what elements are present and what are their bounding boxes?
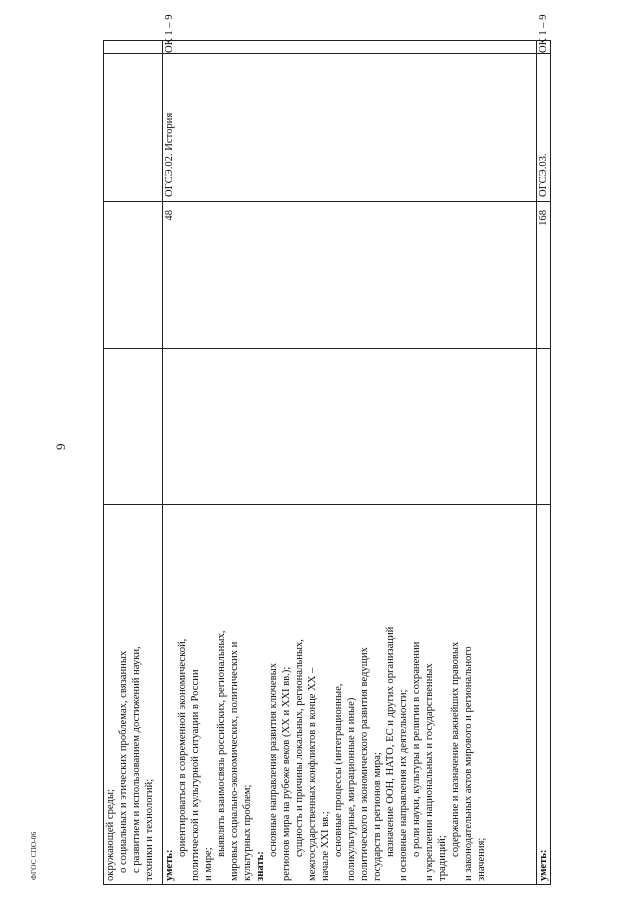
text-line: техники и технологий;: [144, 778, 155, 881]
discipline-code-cell: [104, 54, 162, 202]
text-line: с развитием и использованием достижений науки,: [131, 646, 142, 873]
text-line: традиций;: [437, 835, 448, 881]
text-line: ориентироваться в современной экономической,: [177, 638, 188, 857]
umet-label: уметь:: [164, 849, 175, 881]
text-line: назначение ООН, НАТО, ЕС и других организаций: [385, 626, 396, 857]
competencies-value: ОК 1 – 9: [164, 14, 175, 53]
competencies-cell: [104, 39, 162, 54]
text-line: и мире;: [203, 847, 214, 881]
empty-cell: [537, 349, 550, 505]
hours-value: 168: [538, 210, 549, 226]
text-line: основные направления развития ключевых: [268, 662, 279, 857]
text-line: начале XXI вв.;: [320, 811, 331, 881]
text-line: политического и экономического развития ведущих: [359, 647, 370, 881]
table-row-next-discipline: [537, 14, 550, 884]
text-line: государств и регионов мира;: [372, 752, 383, 881]
hours-cell: [163, 202, 536, 349]
text-line: культурных проблем;: [242, 784, 253, 881]
text-line: основные процессы (интеграционные,: [333, 683, 344, 857]
text-line: о роли науки, культуры и религии в сохранении: [411, 641, 422, 857]
table-row-continuation: [104, 41, 163, 884]
text-line: мировых социально-экономических, политических и: [229, 641, 240, 881]
text-line: окружающей среды;: [105, 789, 116, 881]
text-line: значения;: [476, 837, 487, 881]
znat-label: знать:: [255, 851, 266, 881]
text-line: межгосударственных конфликтов в конце XX –: [307, 667, 318, 881]
discipline-code-cell: [163, 54, 536, 202]
text-line: и законодательных актов мирового и регионального: [463, 646, 474, 881]
table-row-history: [163, 14, 537, 884]
text-line: выявлять взаимосвязь российских, региональных,: [216, 630, 227, 857]
text-line: и основные направления их деятельности;: [398, 689, 409, 881]
umet-label: уметь:: [538, 849, 549, 881]
competencies-cell: [537, 14, 550, 54]
hours-cell: [104, 202, 162, 349]
competencies-cell: [163, 14, 536, 54]
text-line: сущность и причины локальных, региональных,: [294, 639, 305, 857]
competencies-value: ОК 1 – 9: [538, 14, 549, 53]
empty-cell: [104, 349, 162, 505]
footer-mark: ФГОС СПО-06: [29, 831, 38, 880]
requirements-cell: [104, 505, 162, 884]
discipline-code-cell: [537, 54, 550, 202]
empty-cell: [163, 349, 536, 505]
requirements-cell: [163, 505, 536, 884]
text-line: о социальных и этических проблемах, связанных: [118, 650, 129, 873]
page-number: 9: [53, 443, 68, 450]
text-line: поликультурные, миграционные и иные): [346, 697, 357, 881]
hours-value: 48: [164, 210, 175, 221]
text-line: содержание и назначение важнейших правовых: [450, 641, 461, 857]
text-line: и укреплении национальных и государственных: [424, 663, 435, 881]
text-line: регионов мира на рубеже веков (XX и XXI вв.);: [281, 666, 292, 881]
hours-cell: [537, 202, 550, 349]
requirements-cell: [537, 505, 550, 884]
text-line: политической и культурной ситуации в России: [190, 669, 201, 881]
curriculum-table: [103, 14, 551, 885]
discipline-code: ОГСЭ.02. История: [164, 112, 175, 197]
discipline-code: ОГСЭ.03.: [538, 153, 549, 197]
